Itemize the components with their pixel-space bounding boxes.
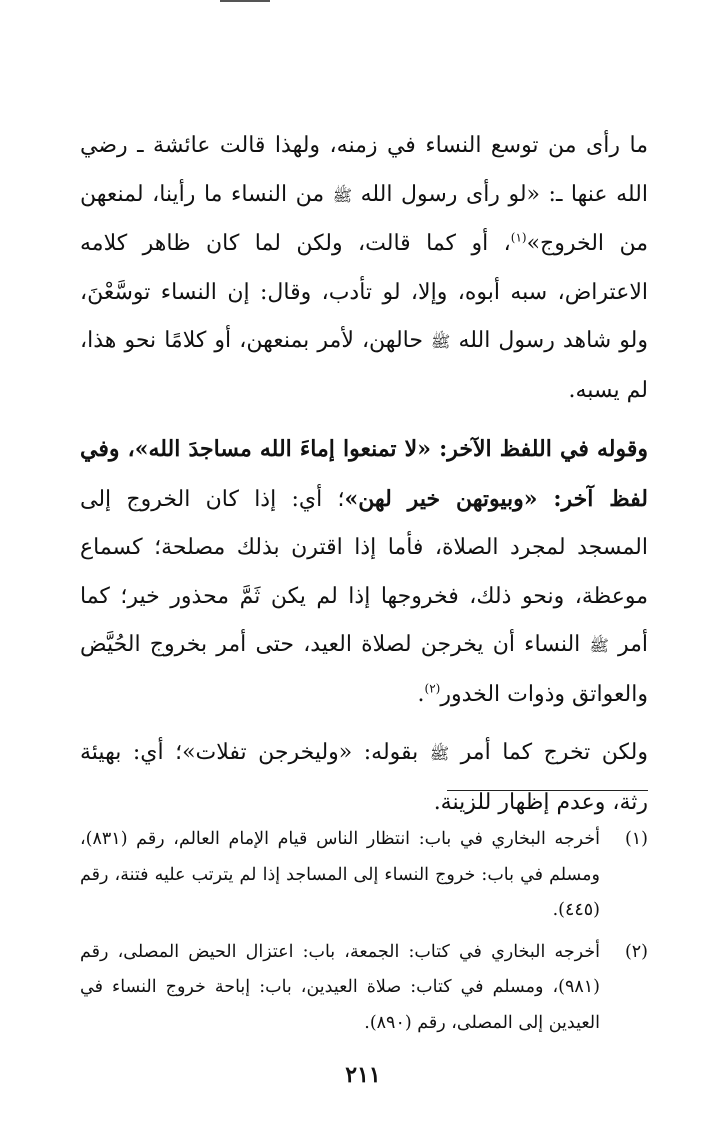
footnote-text: أخرجه البخاري في باب: انتظار الناس قيام الإمام العالم، رقم (٨٣١)، ومسلم في باب: خروج النساء إلى المساجد إذا لم يترتب عليه فتنة، رقم (٤٤٥). <box>80 829 600 920</box>
salutation-symbol: ﷺ <box>429 744 450 763</box>
paragraph-3: ولكن تخرج كما أمر ﷺ بقوله: «وليخرجن تفلات»؛ أي: بهيئة رثة، وعدم إظهار للزينة. <box>80 740 648 815</box>
salutation-symbol: ﷺ <box>431 332 451 351</box>
header-line <box>220 0 270 6</box>
footnote-ref-2: (٢) <box>424 681 441 696</box>
salutation-symbol: ﷺ <box>332 185 353 205</box>
footnote-ref-1: (١) <box>510 230 527 245</box>
page-number: ٢١١ <box>345 1062 381 1088</box>
footnotes <box>80 822 648 1047</box>
salutation-symbol: ﷺ <box>589 636 609 655</box>
footnote-number: (٢) <box>624 941 648 962</box>
footnote-2 <box>80 935 648 1042</box>
bold-quote: وقوله في اللفظ الآخر: «لا تمنعوا إماءَ الله مساجدَ الله»، وفي لفظ آخر: «وبيوتهن خير لهن» <box>80 436 648 512</box>
footnote-separator <box>447 790 648 791</box>
footnote-text: أخرجه البخاري في كتاب: الجمعة، باب: اعتزال الحيض المصلى، رقم (٩٨١)، ومسلم في كتاب: صلاة العيدين، باب: إباحة خروج النساء في العيدين إلى المصلى، رقم (٨٩٠). <box>80 941 600 1033</box>
footnote-1 <box>80 822 648 929</box>
footnote-number: (١) <box>624 829 648 849</box>
paragraph-2: وقوله في اللفظ الآخر: «لا تمنعوا إماءَ الله مساجدَ الله»، وفي لفظ آخر: «وبيوتهن خير لهن»؛ أي: إذا كان الخروج إلى المسجد لمجرد الصلاة، فأما إذا اقترن بذلك مصلحة؛ كسماع موعظة، ونحو ذلك، فخروجها إذا لم يكن ثَمَّ محذور خير؛ كما أمر ﷺ النساء أن يخرجن لصلاة العيد، حتى أمر بخروج الحُيَّض والعواتق وذوات الخدور$^{(٢)}$. <box>80 436 648 707</box>
paragraph-1: ما رأى من توسع النساء في زمنه، ولهذا قالت عائشة ـ رضي الله عنها ـ: «لو رأى رسول الله ﷺ من النساء ما رأينا، لمنعهن من الخروج»$^{(١)}$، أو كما قالت، ولكن لما كان ظاهر كلامه الاعتراض، سبه أبوه، وإلا، لو تأدب، وقال: إن النساء توسَّعْنَ، ولو شاهد رسول الله ﷺ حالهن، لأمر بمنعهن، أو كلامًا نحو هذا، لم يسبه. <box>80 133 648 403</box>
main-text <box>80 122 648 827</box>
